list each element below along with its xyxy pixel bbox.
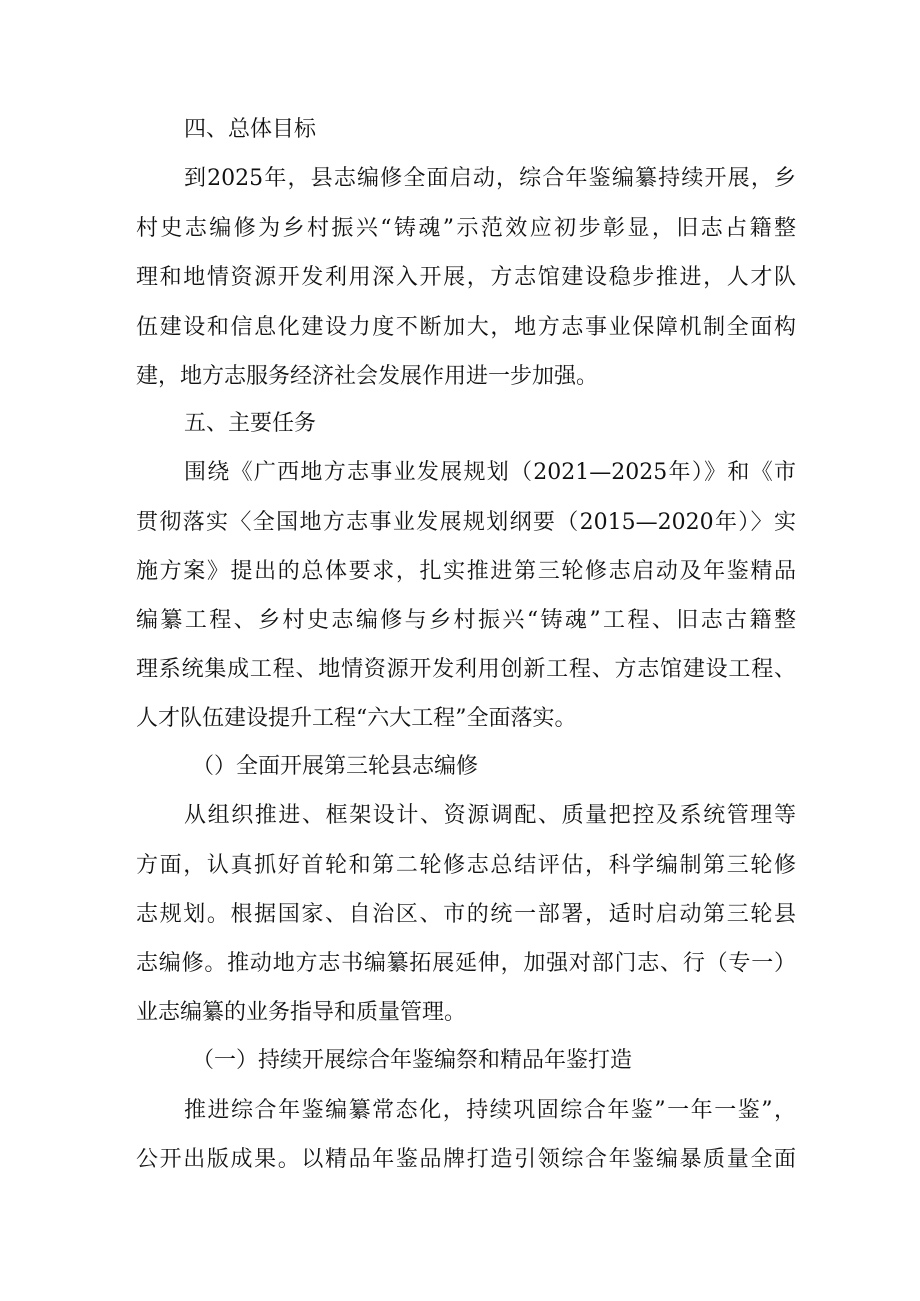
paragraph-line: 编纂工程、乡村史志编修与乡村振兴“铸魂”工程、旧志古籍整 xyxy=(136,608,796,633)
paragraph-line: 推进综合年鉴编纂常态化，持续巩固综合年鉴”一年一鉴”， xyxy=(184,1098,796,1123)
paragraph-line: 理和地情资源开发利用深入开展，方志馆建设稳步推进，人才队 xyxy=(136,265,796,290)
subsection-heading-yearbook: （一）持续开展综合年鉴编祭和精品年鉴打造 xyxy=(192,1048,633,1073)
paragraph-line: 人才队伍建设提升工程“六大工程”全面落实。 xyxy=(136,706,577,731)
paragraph-line: 到2025年，县志编修全面启动，综合年鉴编纂持续开展，乡 xyxy=(184,166,796,191)
subsection-heading-county-annals: （）全面开展第三轮县志编修 xyxy=(192,754,479,779)
paragraph-line: 村史志编修为乡村振兴“铸魂”示范效应初步彰显，旧志占籍整 xyxy=(136,216,796,241)
paragraph-line: 从组织推进、框架设计、资源调配、质量把控及系统管理等 xyxy=(184,803,796,828)
paragraph-line: 围绕《广西地方志事业发展规划（2021—2025年）》和《市 xyxy=(184,460,796,485)
paragraph-line: 施方案》提出的总体要求，扎实推进第三轮修志启动及年鉴精品 xyxy=(136,559,796,584)
paragraph-line: 公开出版成果。以精品年鉴品牌打造引领综合年鉴编暴质量全面 xyxy=(136,1147,796,1172)
paragraph-line: 志规划。根据国家、自治区、市的统一部署，适时启动第三轮县 xyxy=(136,902,796,927)
paragraph-line: 方面，认真抓好首轮和第二轮修志总结评估，科学编制第三轮修 xyxy=(136,853,796,878)
paragraph-line: 理系统集成工程、地情资源开发利用创新工程、方志馆建设工程、 xyxy=(136,657,796,682)
paragraph-line: 业志编纂的业务指导和质量管理。 xyxy=(136,1000,467,1025)
paragraph-line: 志编修。推动地方志书编纂拓展延伸，加强对部门志、行（专一） xyxy=(136,951,796,976)
paragraph-line: 建，地方志服务经济社会发展作用进一步加强。 xyxy=(136,364,599,389)
section-heading-goals: 四、总体目标 xyxy=(184,117,317,142)
paragraph-line: 伍建设和信息化建设力度不断加大，地方志事业保障机制全面构 xyxy=(136,315,796,340)
paragraph-line: 贯彻落实〈全国地方志事业发展规划纲要（2015—2020年）〉实 xyxy=(136,510,796,535)
section-heading-tasks: 五、主要任务 xyxy=(184,411,317,436)
